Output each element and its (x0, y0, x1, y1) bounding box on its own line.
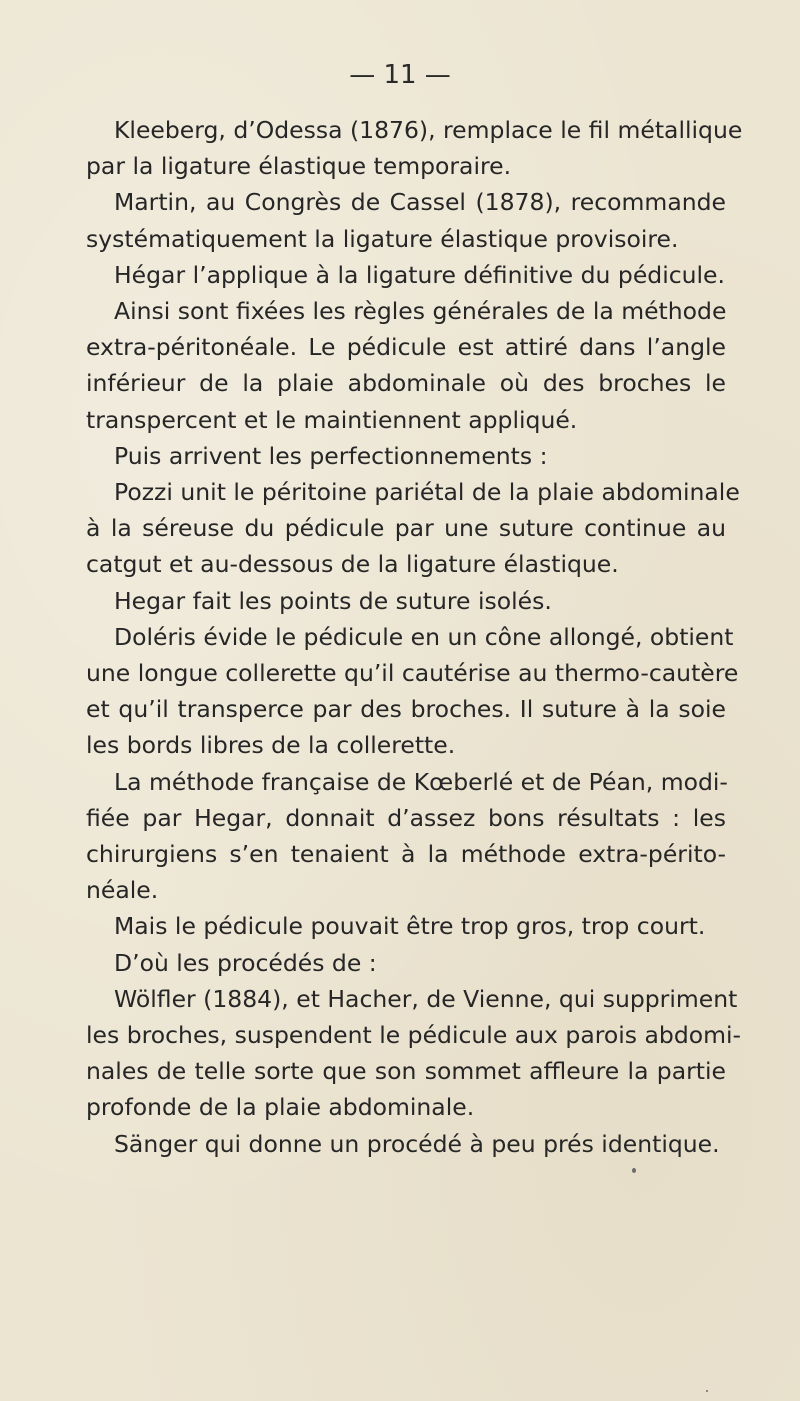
text-line: transpercent et le maintiennent appliqué. (86, 405, 578, 434)
text-line: par la ligature élastique temporaire. (86, 152, 512, 181)
paragraph (86, 908, 726, 944)
text-line: Sänger qui donne un procédé à peu prés identique. (114, 1129, 720, 1158)
text-line: à la séreuse du pédicule par une suture continue au (86, 514, 726, 543)
text-line: catgut et au-dessous de la ligature élastique. (86, 550, 619, 579)
text-line: nales de telle sorte que son sommet affleure la partie (86, 1057, 726, 1086)
text-line: D’où les procédés de : (114, 948, 377, 977)
paragraph (86, 619, 739, 764)
text-line: Doléris évide le pédicule en un cône allongé, obtient (114, 622, 734, 651)
paragraph (86, 293, 726, 438)
text-line: fiée par Hegar, donnait d’assez bons résultats : les (86, 803, 726, 832)
text-line: systématiquement la ligature élastique provisoire. (86, 224, 679, 253)
page-number: — 11 — (349, 60, 451, 90)
paragraph (86, 474, 740, 583)
text-line: Wölfler (1884), et Hacher, de Vienne, qui suppriment (114, 984, 738, 1013)
text-line: Pozzi unit le péritoine pariétal de la plaie abdominale (114, 478, 740, 507)
text-line: Martin, au Congrès de Cassel (1878), recommande (114, 188, 726, 217)
paragraph (86, 1126, 726, 1162)
text-line: chirurgiens s’en tenaient à la méthode extra-périto- (86, 840, 726, 869)
text-line: les broches, suspendent le pédicule aux parois abdomi- (86, 1021, 742, 1050)
paragraph (86, 981, 742, 1126)
text-line: néale. (86, 876, 159, 905)
text-line: Mais le pédicule pouvait être trop gros, trop court. (114, 912, 706, 941)
paragraph (86, 438, 726, 474)
text-line: inférieur de la plaie abdominale où des broches le (86, 369, 726, 398)
text-line: extra-péritonéale. Le pédicule est attiré dans l’angle (86, 333, 726, 362)
text-line: Kleeberg, d’Odessa (1876), remplace le fil métallique (114, 116, 743, 144)
text-line: La méthode française de Kœberlé et de Péan, modi- (114, 767, 728, 796)
paragraph (86, 112, 743, 184)
text-line: Hégar l’applique à la ligature définitive du pédicule. (114, 260, 725, 289)
text-line: les bords libres de la collerette. (86, 731, 456, 760)
text-line: et qu’il transperce par des broches. Il suture à la soie (86, 695, 726, 724)
body-text (86, 112, 743, 1162)
paragraph (86, 583, 726, 619)
paragraph (86, 764, 726, 909)
paragraph (86, 257, 726, 293)
text-line: profonde de la plaie abdominale. (86, 1093, 475, 1122)
text-line: Hegar fait les points de suture isolés. (114, 586, 552, 615)
paragraph (86, 184, 726, 256)
text-line: une longue collerette qu’il cautérise au thermo-cautère (86, 659, 739, 688)
text-line: Puis arrivent les perfectionnements : (114, 441, 548, 470)
text-line: Ainsi sont fixées les règles générales de la méthode (114, 297, 727, 326)
paragraph (86, 945, 726, 981)
